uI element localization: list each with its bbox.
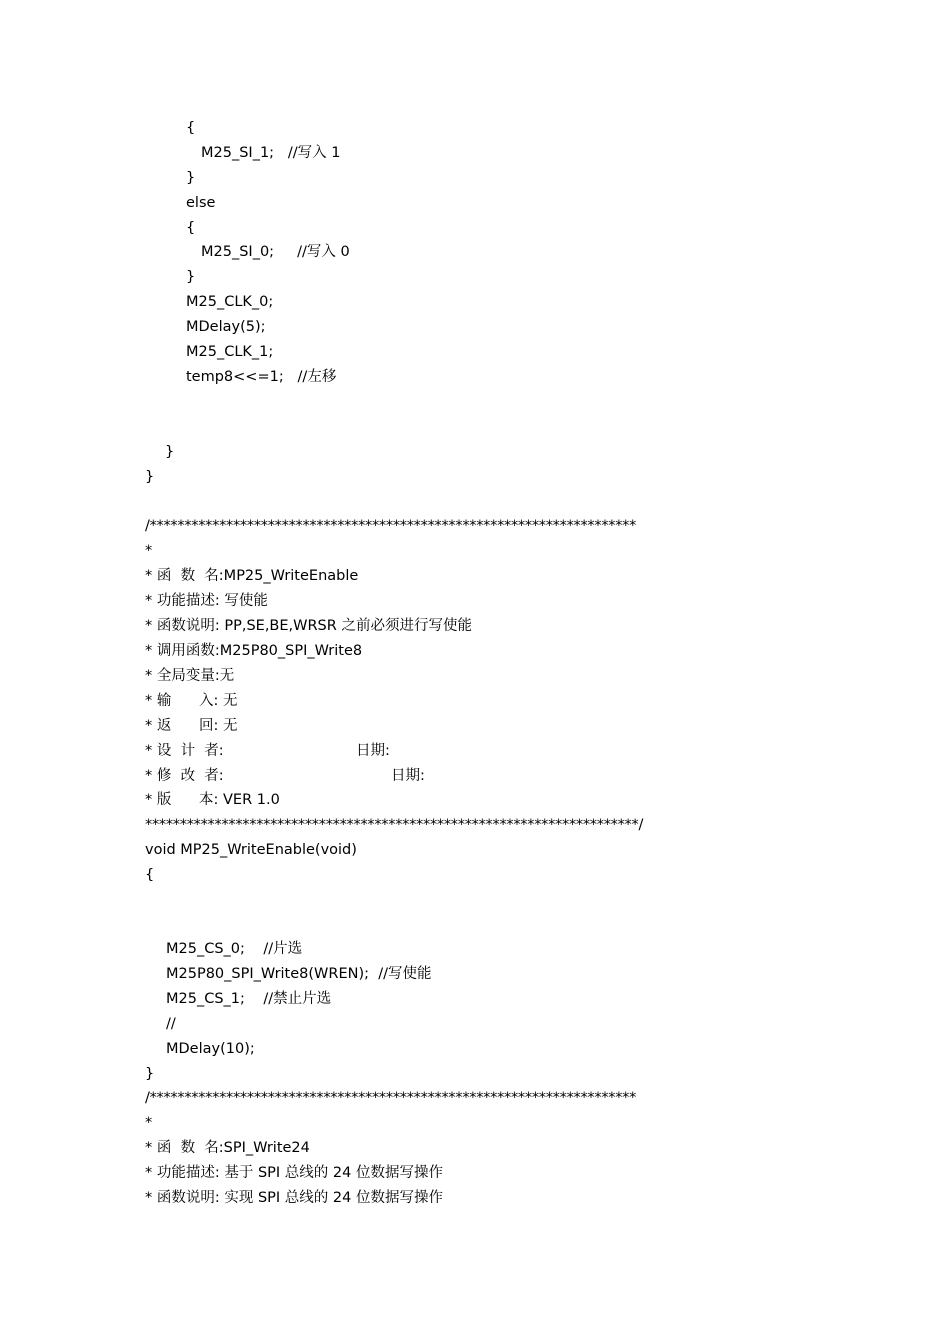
code-line: M25_CLK_1; [186,344,274,360]
comment-line: * 输 入: 无 [145,693,238,709]
code-line: temp8<<=1; //左移 [186,369,337,385]
code-line: M25P80_SPI_Write8(WREN); //写使能 [166,966,432,982]
code-line: } [165,444,175,460]
comment-border: ***********************************************************************/ [145,817,644,833]
comment-line: * 功能描述: 基于 SPI 总线的 24 位数据写操作 [145,1165,443,1181]
code-line: M25_CS_1; //禁止片选 [166,991,332,1007]
comment-line: * 调用函数:M25P80_SPI_Write8 [145,643,363,659]
comment-line: * 函数说明: PP,SE,BE,WRSR 之前必须进行写使能 [145,618,472,634]
code-line: } [145,1066,155,1082]
comment-line: * 设 计 者: [145,743,224,759]
comment-line: * 函 数 名:MP25_WriteEnable [145,568,359,584]
code-line: } [145,469,155,485]
comment-line: * 函 数 名:SPI_Write24 [145,1140,310,1156]
comment-border: /********************************************************************** [145,518,637,534]
comment-line: * [145,1115,153,1131]
code-line: { [145,867,155,883]
code-line: { [186,220,196,236]
code-line: M25_SI_0; //写入 0 [201,244,350,260]
code-line: else [186,195,216,211]
code-line: M25_CLK_0; [186,294,274,310]
code-line: MDelay(10); [166,1041,255,1057]
comment-date-label: 日期: [391,768,425,784]
code-line: } [186,170,196,186]
code-line: { [186,120,196,136]
code-line: M25_SI_1; //写入 1 [201,145,341,161]
comment-line: * [145,543,153,559]
comment-line: * 函数说明: 实现 SPI 总线的 24 位数据写操作 [145,1190,443,1206]
code-line: } [186,269,196,285]
comment-line: * 版 本: VER 1.0 [145,792,280,808]
function-signature: void MP25_WriteEnable(void) [145,842,357,858]
comment-border: /********************************************************************** [145,1090,637,1106]
code-line: // [166,1016,176,1032]
comment-line: * 全局变量:无 [145,668,235,684]
comment-date-label: 日期: [356,743,390,759]
comment-line: * 功能描述: 写使能 [145,593,268,609]
code-line: MDelay(5); [186,319,266,335]
comment-line: * 修 改 者: [145,768,224,784]
comment-line: * 返 回: 无 [145,718,238,734]
code-line: M25_CS_0; //片选 [166,941,303,957]
